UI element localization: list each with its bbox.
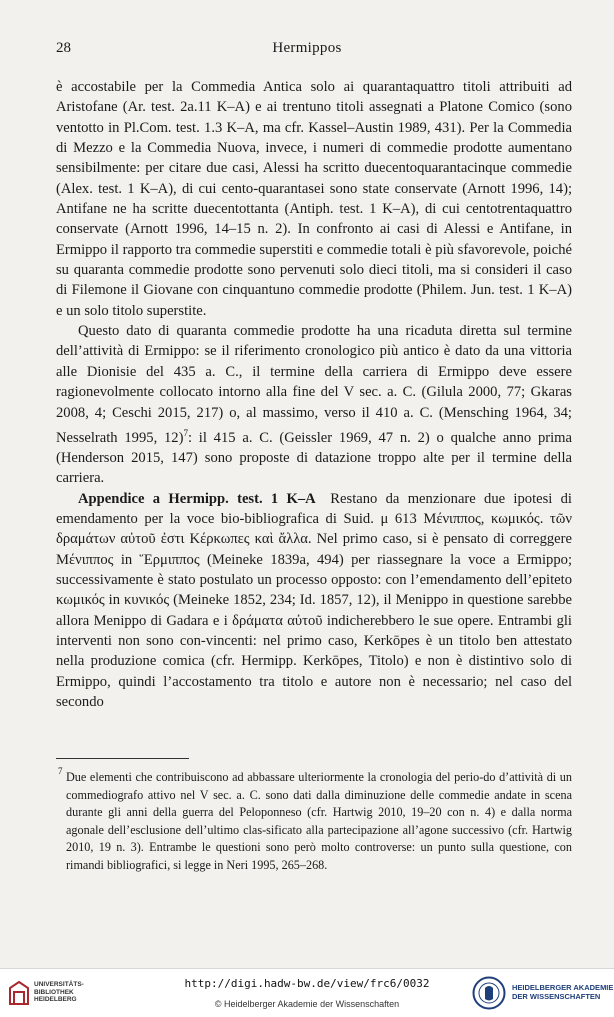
academy-label: HEIDELBERGER AKADEMIE DER WISSENSCHAFTEN xyxy=(512,983,614,1001)
page-number: 28 xyxy=(56,40,71,56)
paragraph-3 xyxy=(56,489,572,713)
university-library-label: UNIVERSITÄTS- BIBLIOTHEK HEIDELBERG xyxy=(34,981,84,1003)
copyright-notice: © Heidelberger Akademie der Wissenschaften xyxy=(214,999,400,1009)
permalink-url[interactable]: http://digi.hadw-bw.de/view/frc6/0032 xyxy=(184,977,430,990)
paragraph-2-text: Questo dato di quaranta commedie prodotte ha una ricaduta diretta sul termine dell’attività di Ermippo: se il riferimento cronologico più antico è dato da una vittoria alle Dionisie del 435 a. C., il termine della carriera di Ermippo deve essere ragionevolmente collocato intorno alla fine del V sec. a. C. (Gilula 2000, 77; Gkaras 2008, 4; Ceschi 2015, 217) o, al massimo, verso il 410 a. C. (Mensching 1964, 34; Nesselrath 1995, 12) xyxy=(56,323,572,446)
footnote-number: 7 xyxy=(58,766,63,776)
academy-seal-icon xyxy=(472,976,506,1010)
paragraph-2-text-cont: : il 415 a. C. (Geissler 1969, 47 n. 2) o qualche anno prima (Henderson 2015, 147) sono proposte di datazione troppo alte per il termine della carriera. xyxy=(56,429,572,487)
footnote-rule xyxy=(56,758,189,759)
footnote-text: Due elementi che contribuiscono ad abbassare ulteriormente la cronologia del perio-do d’attività di un commediografo attivo nel V sec. a. C. sono dati dalla diminuzione delle commedie andate in scena durante gli anni della guerra del Peloponneso (cfr. Hartwig 2010, 19–20 con n. 4) e dalla norma agonale dell’esclusione dell’ultimo clas-sificato alla partecipazione all’agone successivo (cfr. Hartwig 2010, 19 n. 3). Entrambe le questioni sono però molto controverse: un punto sulla questione, con rimandi bibliografici, si legge in Neri 1995, 265–268. xyxy=(66,770,572,872)
running-header xyxy=(56,40,558,62)
appendix-heading: Appendice a Hermipp. test. 1 K–A xyxy=(78,490,316,507)
footnote-reference: 7 xyxy=(183,427,188,438)
paragraph-3-text: Restano da menzionare due ipotesi di emendamento per la voce bio-bibliografica di Suid. μ 613 Μένιππος, κωμικός. τῶν δραμάτων αὐτοῦ ἐστι Κέρκωπες καὶ ἄλλα. Nel primo caso, si è pensato di correggere Μένιππος in Ἕρμιππος (Meineke 1839a, 494) per riassegnare la voce a Ermippo; successivamente è stato postulato un processo opposto: con l’emendamento dell’epiteto κωμικός in κυνικός (Meineke 1852, 234; Id. 1857, 12), il Menippo in questione sarebbe allora Menippo di Gadara e i δράματα αὐτοῦ indicherebbero le sue opere. Entrambi gli interventi non sono con-vincenti: nel primo caso, Kerkōpes è un titolo ben attestato nella produzione comica (cfr. Hermipp. Kerkōpes, Titolo) e non è distintivo solo di Ermippo, quindi l’accostamento tra titolo e autore non è necessario; nel caso del secondo xyxy=(56,490,572,711)
paragraph-1: è accostabile per la Commedia Antica solo ai quarantaquattro titoli attribuiti ad Aristofane (Ar. test. 2a.11 K–A) e ai trentuno titoli assegnati a Platone Comico (sono ventotto in Pl.Com. test. 1.3 K–A, ma cfr. Kassel–Austin 1989, 431). Per la Commedia di Mezzo e la Commedia Nuova, invece, i numeri di commedie prodotte aumentano sensibilmente: per citare due casi, Alessi ha scritto duecentoquarantacinque commedie (Alex. test. 1 K–A), di cui cento-quarantasei sono state conservate (Arnott 1996, 14); Antifane ne ha scritte duecentottanta (Antiph. test. 1 K–A), di cui centotrentaquattro conservate (Arnott 1996, 14–15 n. 2). In confronto ai casi di Alessi e Antifane, in Ermippo il rapporto tra commedie superstiti e commedie totali è più sfavorevole, poiché su quaranta commedie prodotte sono pervenuti solo dieci titoli, ma si consideri il caso di Filemone il Giovane con cinquantuno commedie prodotte (Philem. Jun. test. 1 K–A) e un solo titolo superstite. xyxy=(56,79,572,319)
main-text xyxy=(56,77,572,713)
viewer-footer xyxy=(0,968,614,1017)
paragraph-2 xyxy=(56,321,572,489)
running-title: Hermippos xyxy=(272,40,342,56)
footnote xyxy=(66,769,572,875)
